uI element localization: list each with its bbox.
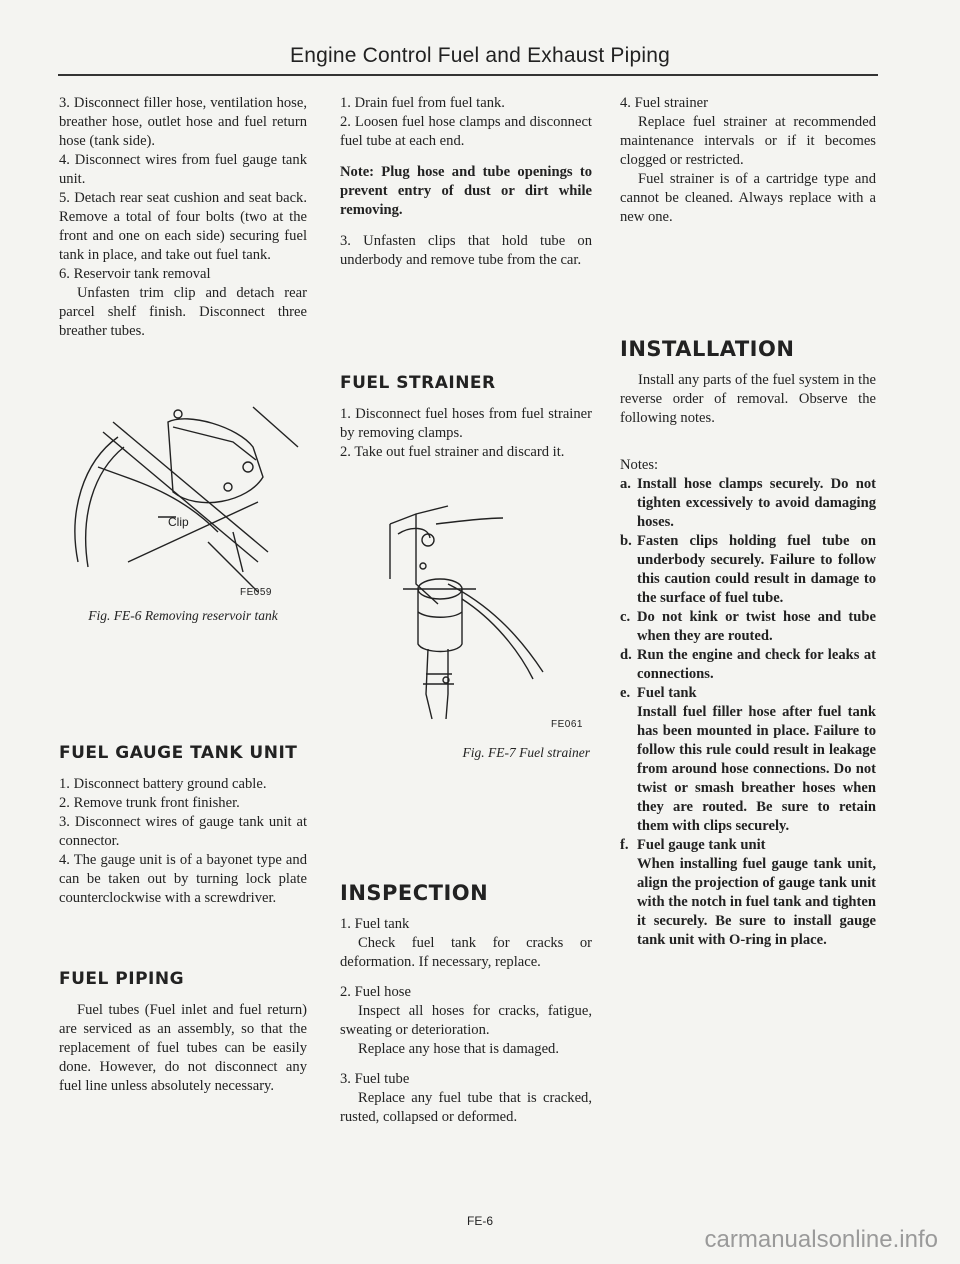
note-item: c. Do not kink or twist hose and tube when they are routed.: [620, 609, 876, 644]
page-number: FE-6: [466, 1214, 493, 1228]
step-text: 1. Drain fuel from fuel tank.: [340, 95, 505, 111]
inspection-section: [340, 881, 592, 1127]
item-body: Replace any hose that is damaged.: [358, 1041, 559, 1057]
note-item: b. Fasten clips holding fuel tube on underbody securely. Failure to follow this caution could result in damage to the surface of fuel tube.: [620, 533, 876, 606]
figure-caption: Fig. FE-7 Fuel strainer: [462, 745, 590, 760]
section-intro: Install any parts of the fuel system in the reverse order of removal. Observe the following notes.: [620, 372, 876, 426]
item-title: 1. Fuel tank: [340, 916, 410, 932]
item-body: Check fuel tank for cracks or deformation. If necessary, replace.: [340, 935, 592, 970]
page-header-title: Engine Control Fuel and Exhaust Piping: [289, 44, 670, 67]
column-1: [59, 94, 307, 341]
installation-section: [620, 337, 876, 950]
item-body: Replace any fuel tube that is cracked, rusted, collapsed or deformed.: [340, 1090, 592, 1125]
header-rule: [58, 74, 878, 76]
note-item: a. Install hose clamps securely. Do not tighten excessively to avoid damaging hoses.: [620, 476, 876, 530]
section-heading: FUEL STRAINER: [340, 373, 496, 393]
item-body: Fuel strainer is of a cartridge type and cannot be cleaned. Always replace with a new one.: [620, 171, 876, 225]
step-text: 5. Detach rear seat cushion and seat back. Remove a total of four bolts (two at the front and one on each side) securing fuel tank in place, and take out fuel tank.: [59, 190, 307, 263]
step-text: 2. Take out fuel strainer and discard it.: [340, 444, 565, 460]
note-item: f. Fuel gauge tank unit: [620, 837, 766, 853]
step-text: 4. The gauge unit is of a bayonet type and can be taken out by turning lock plate counterclockwise with a screwdriver.: [59, 852, 307, 906]
fuel-piping-section: [59, 970, 307, 1096]
fuel-strainer-figure: [368, 494, 588, 724]
step-text: 3. Disconnect filler hose, ventilation hose, breather hose, outlet hose and fuel return hose (tank side).: [59, 95, 307, 149]
step-text: 6. Reservoir tank removal: [59, 266, 211, 282]
fuel-gauge-section: [59, 744, 307, 908]
section-heading: INSTALLATION: [620, 337, 795, 361]
step-text: 4. Disconnect wires from fuel gauge tank unit.: [59, 152, 307, 187]
item-title: 4. Fuel strainer: [620, 95, 708, 111]
step-detail: Unfasten trim clip and detach rear parcel shelf finish. Disconnect three breather tubes.: [59, 285, 307, 339]
step-text: 2. Remove trunk front finisher.: [59, 795, 240, 811]
section-heading: INSPECTION: [340, 881, 489, 905]
fuel-strainer-section: [340, 374, 592, 462]
figure-code: FE059: [240, 587, 272, 598]
step-text: 3. Disconnect wires of gauge tank unit at connector.: [59, 814, 307, 849]
item-body: Inspect all hoses for cracks, fatigue, sweating or deterioration.: [340, 1003, 592, 1038]
note-item: d. Run the engine and check for leaks at connections.: [620, 647, 876, 682]
column-2: [340, 94, 592, 270]
step-text: 1. Disconnect fuel hoses from fuel strainer by removing clamps.: [340, 406, 592, 441]
figure-code: FE061: [551, 719, 583, 730]
item-title: 3. Fuel tube: [340, 1071, 410, 1087]
step-text: 1. Disconnect battery ground cable.: [59, 776, 267, 792]
section-heading: FUEL GAUGE TANK UNIT: [59, 743, 298, 763]
note-text: Note: Plug hose and tube openings to prevent entry of dust or dirt while removing.: [340, 164, 592, 218]
note-item: Install fuel filler hose after fuel tank has been mounted in place. Failure to follow this rule could result in leakage from around hose connections. Do not twist or smash breather hoses when they are routed. Be sure to retain them with clips securely.: [637, 704, 876, 834]
watermark: carmanualsonline.info: [704, 1226, 938, 1253]
note-item: When installing fuel gauge tank unit, align the projection of gauge tank unit with the notch in fuel tank and tighten it securely. Be sure to install gauge tank unit with O-ring in place.: [637, 856, 876, 948]
section-heading: FUEL PIPING: [59, 969, 185, 989]
section-text: Fuel tubes (Fuel inlet and fuel return) are serviced as an assembly, so that the replacement of fuel tubes can be easily done. However, do not disconnect any fuel line unless absolutely necessary.: [59, 1002, 307, 1094]
note-item: e. Fuel tank: [620, 685, 697, 701]
column-3: [620, 94, 876, 227]
reservoir-tank-figure: [58, 392, 298, 602]
step-text: 2. Loosen fuel hose clamps and disconnect fuel tube at each end.: [340, 114, 592, 149]
item-title: 2. Fuel hose: [340, 984, 411, 1000]
step-text: 3. Unfasten clips that hold tube on underbody and remove tube from the car.: [340, 233, 592, 268]
figure-caption: Fig. FE-6 Removing reservoir tank: [88, 608, 278, 623]
notes-label: Notes:: [620, 457, 659, 473]
figure-label-clip: Clip: [168, 515, 189, 529]
item-body: Replace fuel strainer at recommended maintenance intervals or if it becomes clogged or restricted.: [620, 114, 876, 168]
